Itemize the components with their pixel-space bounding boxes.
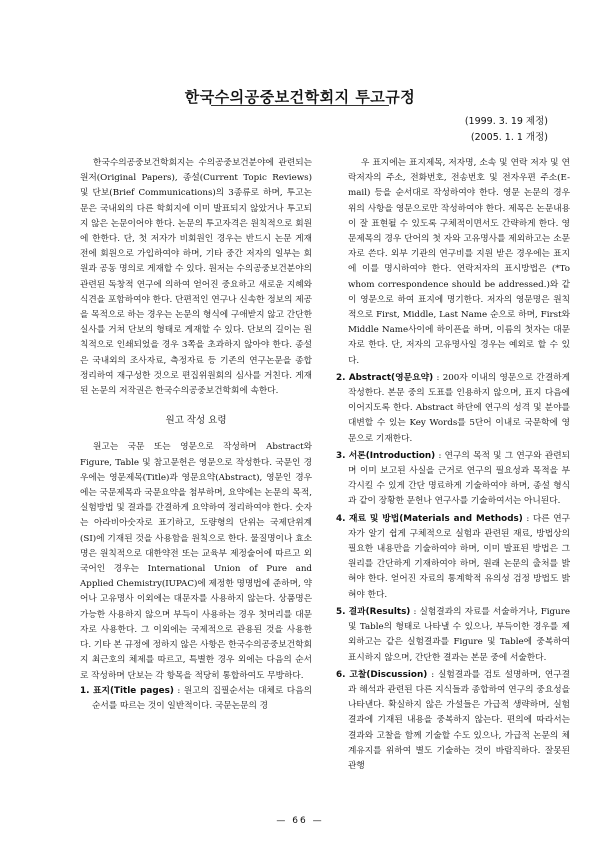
continued-paragraph: 우 표지에는 표지제목, 저자명, 소속 및 연락 저자 및 연락저자의 주소, 전화번호, 전송번호 및 전자우편 주소(E-mail) 등을 순서대로 작성하여야 한다. 영문 논문의 경우 위의 사항을 영문으로만 작성하여야 한다. 제목은 논문내용이 잘 표현될 수 있도록 구체적이면서도 간략하게 한다. 영문제목의 경우 단어의 첫 자와 고유명사를 제외하고는 소문자로 쓴다. 외부 기관의 연구비를 지원 받은 경우에는 표지에 이를 명시하여야 한다. 연락저자의 표시방법은 (*To whom correspondence should be addressed.)와 같이 영문으로 하여 표지에 명기한다. 저자의 영문명은 원칙적으로 First, Middle, Last Name 순으로 하며, First와 Middle Name사이에 하이픈을 하며, 이름의 첫자는 대문자로 한다. 단, 저자의 고유명사일 경우는 예외로 할 수 있다. xyxy=(348,158,570,366)
item-label: 재료 및 방법(Materials and Methods) xyxy=(349,513,523,524)
list-item-abstract xyxy=(336,371,570,447)
item-text: : 실험결과의 자료를 서술하거나, Figure 및 Table의 형태로 나타낼 수 있으나, 부득이한 경우를 제외하고는 같은 실험결과를 Figure 및 Table에 중복하여 표시하지 않으며, 간단한 결과는 본문 중에 서술한다. xyxy=(348,606,570,663)
section-heading: 원고 작성 요령 xyxy=(165,415,227,427)
right-column xyxy=(336,156,570,774)
page-title: 한국수의공중보건학회지 투고규정 xyxy=(184,88,416,106)
item-number: 6. xyxy=(336,669,346,680)
list-item-methods xyxy=(336,512,570,603)
list-item-results xyxy=(336,605,570,666)
intro-paragraph: 한국수의공중보건학회지는 수의공중보건분야에 관련되는 원저(Original Papers), 종설(Current Topic Reviews) 및 단보(Brief Communications)의 3종류로 하며, 투고논문은 국내외의 다른 학회지에 이미 발표되지 않았거나 투고되지 않은 논문이어야 한다. 논문의 투고자격은 원칙적으로 회원에 한한다. 단, 첫 저자가 비회원인 경우는 반드시 논문 게재 전에 회원으로 가입하여야 하며, 기타 중간 저자의 일부는 회원과 공동 명의로 게재할 수 있다. 원저는 수의공중보건분야의 관련된 독창적 연구에 의하여 얻어진 중요하고 새로운 지혜와 식견을 포함하여야 한다. 단편적인 연구나 신속한 정보의 제공을 목적으로 하는 경우는 논문의 형식에 구애받지 않고 간단한 실사를 거쳐 단보의 형태로 게재할 수 있다. 단보의 길이는 원칙적으로 인쇄되었을 경우 3쪽을 초과하지 않아야 한다. 종설은 국내외의 조사자료, 측정자료 등 기존의 연구논문을 종합 정리하여 재구성한 것으로 편집위원회의 심사를 거친다. 게재된 논문의 저작권은 한국수의공중보건학회에 속한다. xyxy=(80,158,312,397)
title-underline xyxy=(211,105,389,106)
page-number: — 66 — xyxy=(276,816,324,826)
item-number: 2. xyxy=(336,372,346,383)
item-label: 서론(Introduction) xyxy=(348,450,436,461)
item-text: : 다른 연구자가 알기 쉽게 구체적으로 실험과 관련된 재료, 방법상의 필요한 내용만을 기술하여야 하며, 이미 발표된 방법은 그 원리를 간단하게 기재하여야 하며, 원래 논문의 출처를 밝혀야 한다. 얻어진 자료의 통계학적 유의성 검정 방법도 밝혀야 한다. xyxy=(348,513,570,600)
item-label: 표지(Title pages) xyxy=(93,685,174,696)
item-text: : 연구의 목적 및 그 연구와 관련되며 이미 보고된 사실을 근거로 연구의 필요성과 목적을 부각시킬 수 있게 간단 명료하게 기술하여야 하며, 종설 형식과 같이 장황한 문헌나 연구사를 기술하여서는 아니된다. xyxy=(348,450,571,507)
item-text: : 실험결과를 검토 설명하며, 연구결과 해석과 관련된 다른 지식들과 종합하여 연구의 중요성을 나타낸다. 확실하지 않은 가설들은 가급적 생략하며, 실험결과에 기재된 내용을 중복하지 않는다. 편의에 따라서는 결과와 고찰을 함께 기술할 수도 있으나, 가급적 논문의 체계유지를 위하여 별도 기술하는 것이 바람직하다. 잘못된 관행 xyxy=(348,669,571,771)
item-number: 4. xyxy=(336,513,346,524)
revision-date: (2005. 1. 1 개정) xyxy=(470,132,548,143)
item-number: 1. xyxy=(80,685,90,696)
list-item-title-pages xyxy=(80,684,312,714)
item-text: : 원고의 집필순서는 대체로 다음의 순서를 따르는 것이 일반적이다. 국문논문의 경 xyxy=(92,685,312,711)
item-number: 5. xyxy=(336,606,346,617)
item-label: 고찰(Discussion) xyxy=(349,669,428,680)
item-number: 3. xyxy=(336,450,346,461)
item-text: : 200자 이내의 영문으로 간결하게 작성한다. 본문 중의 도표를 인용하지 않으며, 표지 다음에 이어지도록 한다. Abstract 하단에 연구의 성격 및 분야를 대변할 수 있는 Key Words를 5단어 이내로 국문학에 영문으로 기재한다. xyxy=(348,372,570,444)
list-item-discussion xyxy=(336,668,570,774)
body-paragraph: 원고는 국문 또는 영문으로 작성하며 Abstract와 Figure, Table 및 참고문헌은 영문으로 작성한다. 국문인 경우에는 영문제목(Title)과 영문요약(Abstract), 영문인 경우에는 국문제목과 국문요약을 첨부하며, 요약에는 논문의 목적, 실험방법 및 결과를 간결하게 요약하여 정리하여야 한다. 숫자는 아라비아숫자로 표기하고, 도량형의 단위는 국제단위계(SI)에 기재된 것을 사용함을 원칙으로 한다. 물질명이나 효소명은 원칙적으로 대한약전 또는 교육부 제정술어에 따르고 외국어인 경우는 International Union of Pure and Applied Chemistry(IUPAC)에 제정한 명명법에 준하며, 약어나 고유명사 이외에는 대문자를 사용하지 않는다. 상품명은 가능한 사용하지 않으며 부득이 사용하는 경우 첫머리를 대문자로 사용한다. 그 이외에는 국제적으로 관용된 것을 사용한다. 기타 본 규정에 정하지 않은 사항은 한국수의공중보건학회지 최근호의 체제를 따르고, 특별한 경우 외에는 다음의 순서로 작성하며 단보는 각 항목을 적당히 통합하여도 무방하다. xyxy=(80,442,312,681)
enactment-date: (1999. 3. 19 제정) xyxy=(464,116,548,127)
list-item-introduction xyxy=(336,449,570,510)
revision-dates xyxy=(465,114,548,146)
item-label: 결과(Results) xyxy=(348,606,411,617)
item-label: Abstract(영문요약) xyxy=(348,372,434,383)
left-column xyxy=(80,156,312,714)
